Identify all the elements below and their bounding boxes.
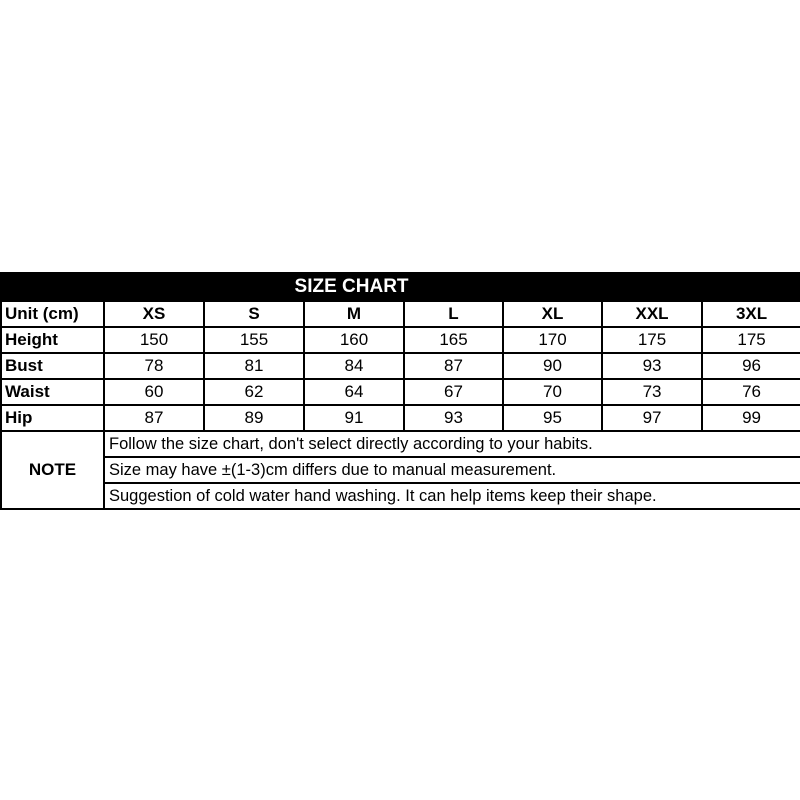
size-header: M (304, 301, 404, 327)
cell-value: 78 (104, 353, 204, 379)
size-header: XS (104, 301, 204, 327)
cell-value: 64 (304, 379, 404, 405)
cell-value: 67 (404, 379, 503, 405)
measurement-row (1, 327, 800, 353)
size-header: 3XL (702, 301, 800, 327)
cell-value: 97 (602, 405, 702, 431)
cell-value: 76 (702, 379, 800, 405)
cell-value: 62 (204, 379, 304, 405)
cell-value: 96 (702, 353, 800, 379)
cell-value: 99 (702, 405, 800, 431)
note-row (1, 457, 800, 483)
size-header-row (1, 301, 800, 327)
cell-value: 95 (503, 405, 602, 431)
cell-value: 84 (304, 353, 404, 379)
cell-value: 160 (304, 327, 404, 353)
cell-value: 89 (204, 405, 304, 431)
measurement-row (1, 353, 800, 379)
measurement-row (1, 405, 800, 431)
note-label: NOTE (1, 431, 104, 509)
size-header: S (204, 301, 304, 327)
cell-value: 87 (104, 405, 204, 431)
cell-value: 91 (304, 405, 404, 431)
note-text: Size may have ±(1-3)cm differs due to manual measurement. (104, 457, 800, 483)
cell-value: 73 (602, 379, 702, 405)
row-label: Waist (1, 379, 104, 405)
size-header: XXL (602, 301, 702, 327)
unit-label: Unit (cm) (1, 301, 104, 327)
cell-value: 60 (104, 379, 204, 405)
row-label: Bust (1, 353, 104, 379)
note-row (1, 483, 800, 509)
table-title: SIZE CHART (1, 273, 702, 301)
note-row (1, 431, 800, 457)
cell-value: 93 (602, 353, 702, 379)
row-label: Height (1, 327, 104, 353)
cell-value: 87 (404, 353, 503, 379)
cell-value: 165 (404, 327, 503, 353)
cell-value: 70 (503, 379, 602, 405)
cell-value: 93 (404, 405, 503, 431)
title-filler (702, 273, 800, 301)
cell-value: 175 (702, 327, 800, 353)
note-text: Suggestion of cold water hand washing. It can help items keep their shape. (104, 483, 800, 509)
size-chart-table (0, 272, 800, 510)
cell-value: 90 (503, 353, 602, 379)
measurement-row (1, 379, 800, 405)
row-label: Hip (1, 405, 104, 431)
cell-value: 175 (602, 327, 702, 353)
size-header: XL (503, 301, 602, 327)
note-text: Follow the size chart, don't select directly according to your habits. (104, 431, 800, 457)
cell-value: 81 (204, 353, 304, 379)
title-row (1, 273, 800, 301)
size-header: L (404, 301, 503, 327)
cell-value: 170 (503, 327, 602, 353)
cell-value: 155 (204, 327, 304, 353)
cell-value: 150 (104, 327, 204, 353)
